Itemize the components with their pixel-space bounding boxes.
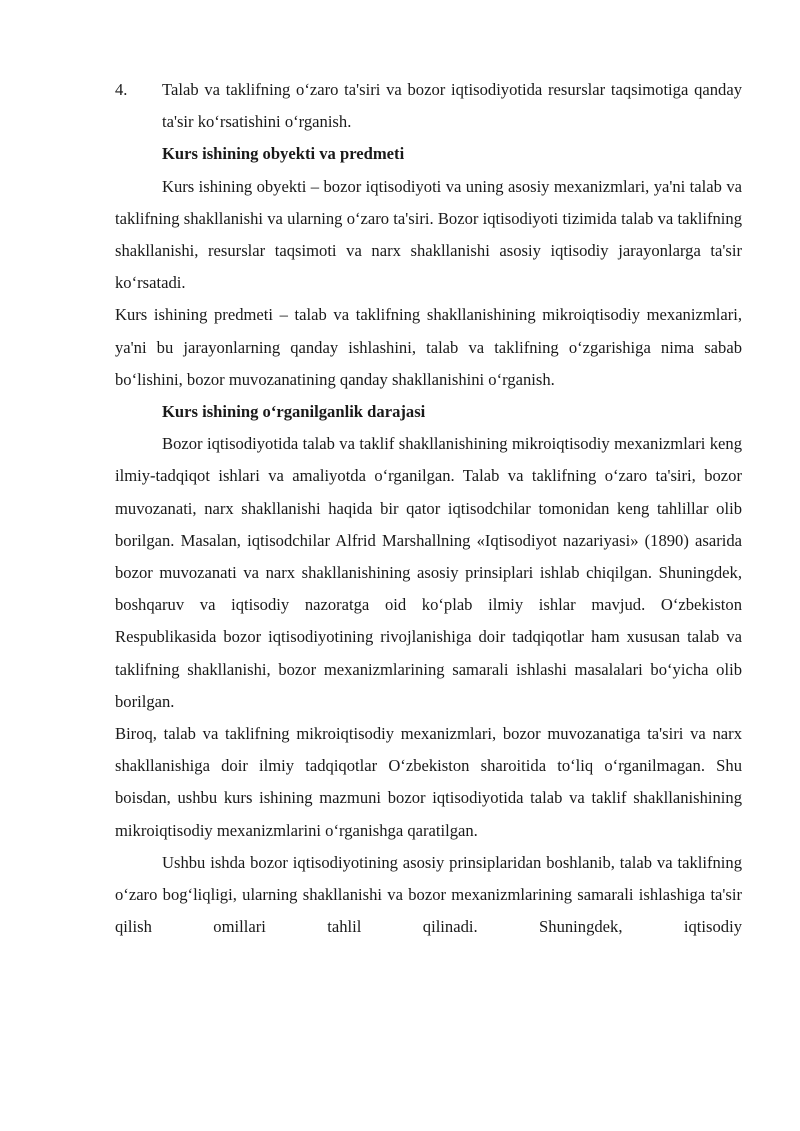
paragraph-subject: Kurs ishining predmeti – talab va taklifning shakllanishining mikroiqtisodiy mexanizmlari, ya'ni bu jarayonlarning qanday ishlashini, talab va taklifning oʻzgarishiga nima sabab boʻlishini, bozor muvozanatining qanday shakllanishini oʻrganish.: [115, 305, 742, 389]
section-heading-study: Kurs ishining oʻrganilganlik darajasi: [162, 402, 426, 422]
paragraph-study-1: Bozor iqtisodiyotida talab va taklif shakllanishining mikroiqtisodiy mexanizmlari keng ilmiy-tadqiqot ishlari va amaliyotda oʻrganilgan. Talab va taklifning oʻzaro ta'siri, bozor muvozanati, narx shakllanishi haqida bir qator iqtisodchilar tomonidan keng tahlillar olib borilgan. Masalan, iqtisodchilar Alfrid Marshallning «Iqtisodiyot nazariyasi» (1890) asarida bozor muvozanati va narx shakllanishining asosiy prinsiplari ishlab chiqilgan. Shuningdek, boshqaruv va iqtisodiy nazoratga oid koʻplab ilmiy ishlar mavjud. Oʻzbekiston Respublikasida bozor iqtisodiyotining rivojlanishiga doir tadqiqotlar ham xususan talab va taklifning shakllanishi, bozor mexanizmlarining samarali ishlashi masalalari boʻyicha olib borilgan.: [115, 434, 742, 711]
list-item-4: [115, 74, 742, 138]
paragraph-study-3: Ushbu ishda bozor iqtisodiyotining asosiy prinsiplaridan boshlanib, talab va taklifning oʻzaro bogʻliqligi, ularning shakllanishi va bozor mexanizmlarining samarali ishlashiga ta'sir qilish omillari tahlil qilinadi. Shuningdek, iqtisodiy: [115, 852, 742, 937]
list-text: Talab va taklifning oʻzaro ta'siri va bozor iqtisodiyotida resurslar taqsimotiga qanday ta'sir koʻrsatishini oʻrganish.: [162, 80, 742, 132]
paragraph-object: Kurs ishining obyekti – bozor iqtisodiyoti va uning asosiy mexanizmlari, ya'ni talab va taklifning shakllanishi va ularning oʻzaro ta'siri. Bozor iqtisodiyoti tizimida talab va taklifning shakllanishi, resurslar taqsimoti va narx shakllanishi asosiy iqtisodiy jarayonlarga ta'sir koʻrsatadi.: [115, 176, 742, 293]
paragraph-study-2: Biroq, talab va taklifning mikroiqtisodiy mexanizmlari, bozor muvozanatiga ta'siri va narx shakllanishiga doir ilmiy tadqiqotlar Oʻzbekiston sharoitida toʻliq oʻrganilmagan. Shu boisdan, ushbu kurs ishining mazmuni bozor iqtisodiyotida talab va taklif shakllanishining mikroiqtisodiy mexanizmlarini oʻrganishga qaratilgan.: [115, 724, 742, 840]
section-heading-object: Kurs ishining obyekti va predmeti: [162, 144, 405, 164]
list-number: 4.: [115, 80, 128, 99]
page-content: [115, 74, 742, 943]
